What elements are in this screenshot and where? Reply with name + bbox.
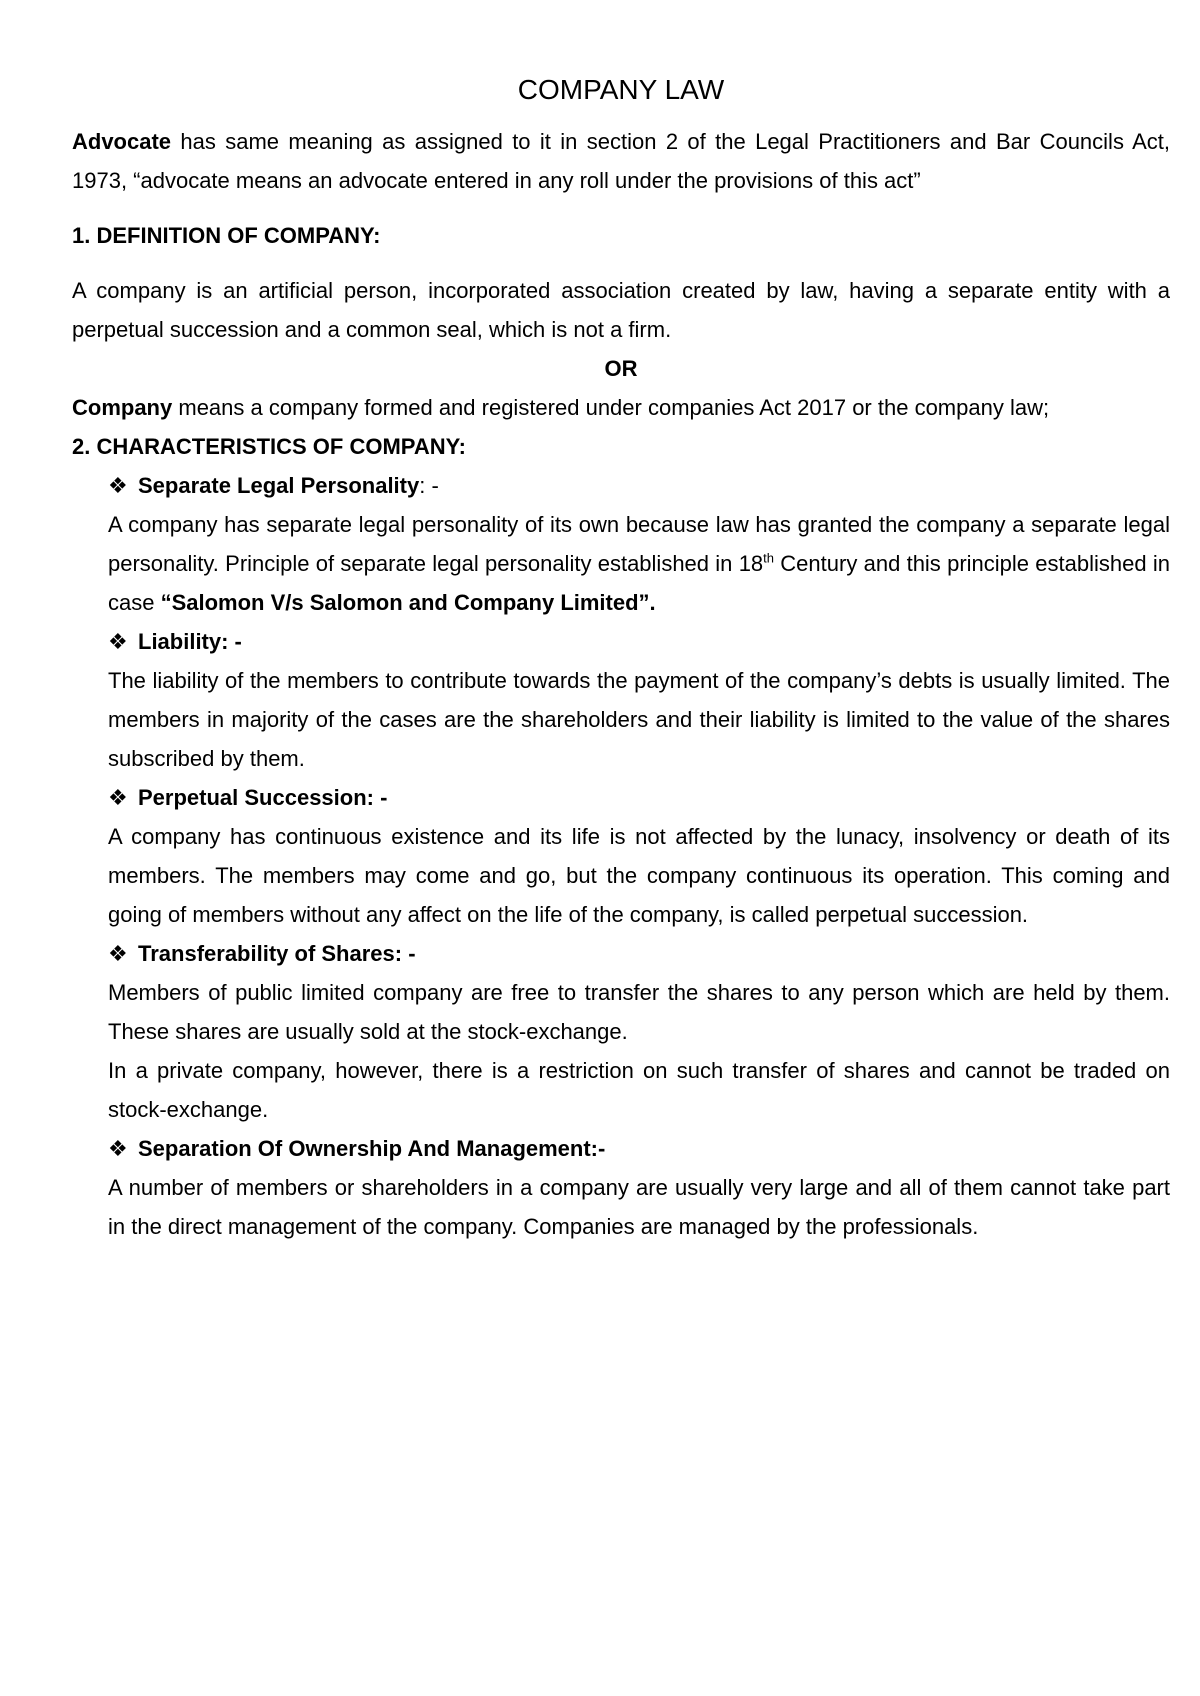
section-2-heading: 2. CHARACTERISTICS OF COMPANY: (72, 434, 466, 459)
diamond-bullet-icon: ❖ (108, 473, 128, 498)
characteristic-text-liability: The liability of the members to contribute towards the payment of the company’s debts is usually limited. The members in majority of the cases are the shareholders and their liability is limited to the value of the shares subscribed by them. (108, 668, 1170, 771)
or-separator: OR (604, 356, 638, 381)
advocate-paragraph (72, 122, 1170, 200)
text-part: Century and this principle established in case (108, 551, 1170, 615)
characteristic-title: Separation Of Ownership And Management:- (138, 1136, 606, 1161)
characteristic-text-perpetual-succession: A company has continuous existence and its life is not affected by the lunacy, insolvency or death of its members. The members may come and go, but the company continuous its operation. This coming and going of members without any affect on the life of the company, is called perpetual succession. (108, 824, 1170, 927)
characteristic-title: Separate Legal Personality (138, 473, 420, 498)
diamond-bullet-icon: ❖ (108, 1136, 128, 1161)
advocate-term: Advocate (72, 129, 172, 154)
characteristic-text-separation-ownership: A number of members or shareholders in a company are usually very large and all of them cannot take part in the direct management of the company. Companies are managed by the professionals. (108, 1175, 1170, 1239)
characteristic-text-transferability: Members of public limited company are free to transfer the shares to any person which are held by them. These shares are usually sold at the stock-exchange. (108, 980, 1170, 1044)
characteristic-title: Transferability of Shares: - (138, 941, 416, 966)
characteristic-title: Liability: - (138, 629, 242, 654)
superscript: th (763, 550, 775, 566)
diamond-bullet-icon: ❖ (108, 941, 128, 966)
document-title: COMPANY LAW (517, 74, 725, 105)
text-part: A company has separate legal personality of its own because law has granted the company a separate legal personality. Principle of separate legal personality established in 18 (108, 512, 1170, 576)
characteristic-title: Perpetual Succession: - (138, 785, 388, 810)
characteristic-heading-transferability (108, 934, 1170, 973)
characteristic-heading-separation-ownership (108, 1129, 1170, 1168)
advocate-text: has same meaning as assigned to it in section 2 of the Legal Practitioners and Bar Councils Act, 1973, “advocate means an advocate entered in any roll under the provisions of this act” (72, 129, 1170, 193)
case-name: “Salomon V/s Salomon and Company Limited”. (160, 590, 656, 615)
characteristic-heading-liability (108, 622, 1170, 661)
characteristic-heading-perpetual-succession (108, 778, 1170, 817)
document-page (72, 70, 1170, 1246)
characteristic-suffix: : - (419, 473, 439, 498)
company-definition: A company is an artificial person, incorporated association created by law, having a separate entity with a perpetual succession and a common seal, which is not a firm. (72, 278, 1170, 342)
section-1-heading: 1. DEFINITION OF COMPANY: (72, 223, 381, 248)
characteristic-text-separate-legal-personality (108, 505, 1170, 622)
characteristic-heading-separate-legal-personality (108, 466, 1170, 505)
diamond-bullet-icon: ❖ (108, 629, 128, 654)
diamond-bullet-icon: ❖ (108, 785, 128, 810)
characteristic-text-transferability-private: In a private company, however, there is a restriction on such transfer of shares and cannot be traded on stock-exchange. (108, 1058, 1170, 1122)
company-term: Company (72, 395, 173, 420)
company-alt-definition (72, 388, 1170, 427)
company-alt-text: means a company formed and registered under companies Act 2017 or the company law; (172, 395, 1050, 420)
